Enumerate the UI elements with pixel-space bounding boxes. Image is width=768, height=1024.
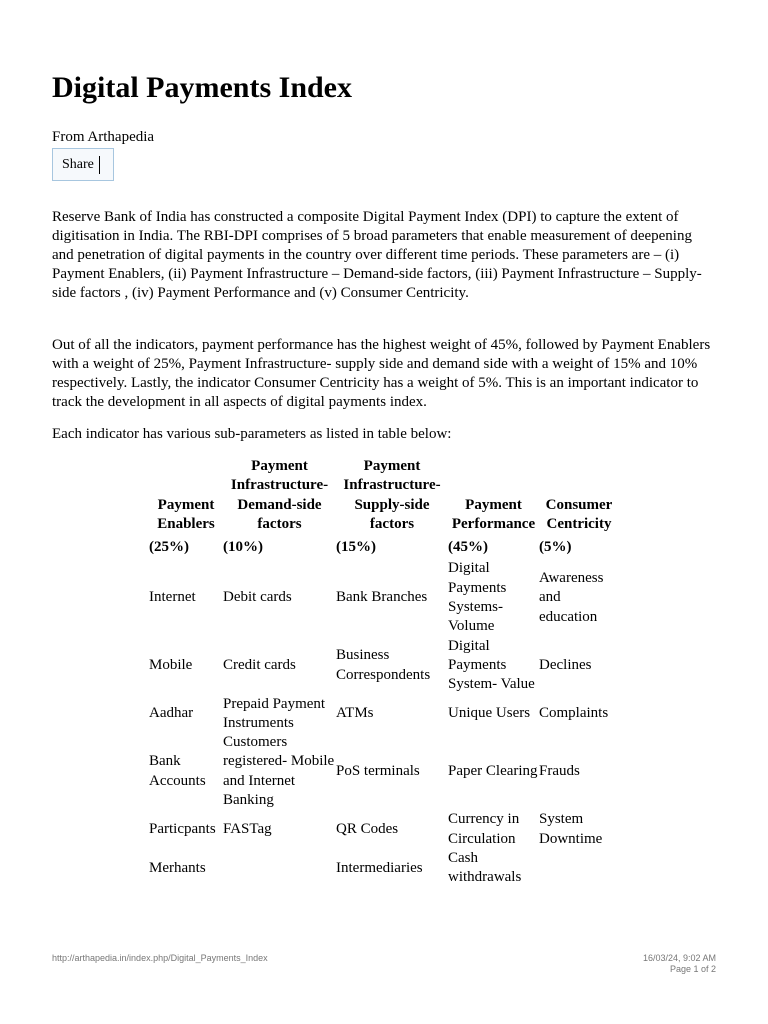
table-cell: Mobile — [149, 656, 193, 673]
footer-meta — [643, 953, 716, 975]
table-cell: Internet — [149, 589, 196, 606]
sub-parameters-table — [149, 457, 619, 888]
footer-page-number: Page 1 of 2 — [669, 964, 716, 974]
table-cell: Awareness and education — [539, 570, 604, 625]
table-cell: PoS terminals — [336, 763, 420, 780]
table-cell: Particpants — [149, 820, 216, 837]
table-cell: Aadhar — [149, 705, 194, 722]
weight-cell: (15%) — [336, 539, 376, 556]
weight-cell: (45%) — [448, 539, 488, 556]
table-header-row — [149, 457, 619, 538]
table-cell: Customers registered- Mobile and Internet Banking — [223, 734, 335, 809]
text-cursor — [99, 156, 100, 174]
footer-datetime: 16/03/24, 9:02 AM — [642, 953, 716, 963]
table-cell: Unique Users — [448, 705, 531, 722]
table-cell: Declines — [539, 656, 592, 673]
table-cell: Intermediaries — [336, 859, 423, 876]
header-infrastructure-supply: Payment Infrastructure- Supply-side factors — [343, 458, 441, 532]
footer-url[interactable]: http://arthapedia.in/index.php/Digital_Payments_Index — [52, 953, 268, 963]
table-cell: Bank Accounts — [149, 753, 206, 789]
weight-cell: (10%) — [223, 539, 263, 556]
table-cell: Digital Payments Systems- Volume — [448, 560, 507, 635]
table-row — [149, 559, 619, 636]
table-cell: Bank Branches — [336, 589, 428, 606]
table-cell: Currency in Circulation — [448, 811, 520, 847]
table-row — [149, 637, 619, 695]
table-cell: ATMs — [336, 705, 374, 722]
table-cell: Digital Payments System- Value — [448, 637, 535, 693]
table-cell: Paper Clearing — [448, 763, 538, 780]
table-cell: Business Correspondents — [336, 647, 431, 683]
table-cell — [223, 849, 336, 888]
table-cell: System Downtime — [539, 811, 603, 847]
table-cell: Cash withdrawals — [448, 849, 522, 886]
table-cell: Frauds — [539, 763, 580, 780]
table-row — [149, 733, 619, 810]
table-cell: Credit cards — [223, 656, 296, 673]
share-label: Share — [62, 156, 94, 172]
header-infrastructure-demand: Payment Infrastructure- Demand-side factors — [230, 458, 329, 532]
table-cell: QR Codes — [336, 820, 399, 837]
weights-paragraph: Out of all the indicators, payment performance has the highest weight of 45%, followed by Payment Enablers with a weight of 25%, Payment Infrastructure- supply side and demand side with a weight of 15% and 10% respectively. Lastly, the indicator Consumer Centricity has a weight of 5%. This is an important indicator to track the development in all aspects of digital payments index. — [52, 337, 711, 410]
intro-paragraph: Reserve Bank of India has constructed a composite Digital Payment Index (DPI) to capture the extent of digitisation in India. The RBI-DPI comprises of 5 broad parameters that enable measurement of deepening and penetration of digital payments in the country over different time periods. These parameters are – (i) Payment Enablers, (ii) Payment Infrastructure – Demand-side factors, (iii) Payment Infrastructure – Supply-side factors , (iv) Payment Performance and (v) Consumer Centricity. — [52, 209, 702, 301]
header-consumer-centricity: Consumer Centricity — [545, 496, 613, 532]
source-line: From Arthapedia — [52, 129, 155, 145]
table-cell: FASTag — [223, 820, 272, 837]
page-title: Digital Payments Index — [52, 71, 352, 104]
weights-row — [149, 538, 619, 559]
table-cell — [539, 849, 619, 888]
table-intro-paragraph: Each indicator has various sub-parameters as listed in table below: — [52, 426, 452, 442]
table-cell: Complaints — [539, 705, 609, 722]
table-row — [149, 695, 619, 734]
weight-cell: (25%) — [149, 539, 189, 556]
table-row — [149, 810, 619, 849]
header-payment-performance: Payment Performance — [451, 496, 536, 532]
share-button[interactable] — [52, 148, 114, 181]
table-cell: Prepaid Payment Instruments — [223, 695, 326, 731]
header-payment-enablers: Payment Enablers — [157, 496, 215, 532]
table-cell: Merhants — [149, 859, 206, 876]
weight-cell: (5%) — [539, 539, 572, 556]
table-row — [149, 849, 619, 888]
table-cell: Debit cards — [223, 589, 292, 606]
